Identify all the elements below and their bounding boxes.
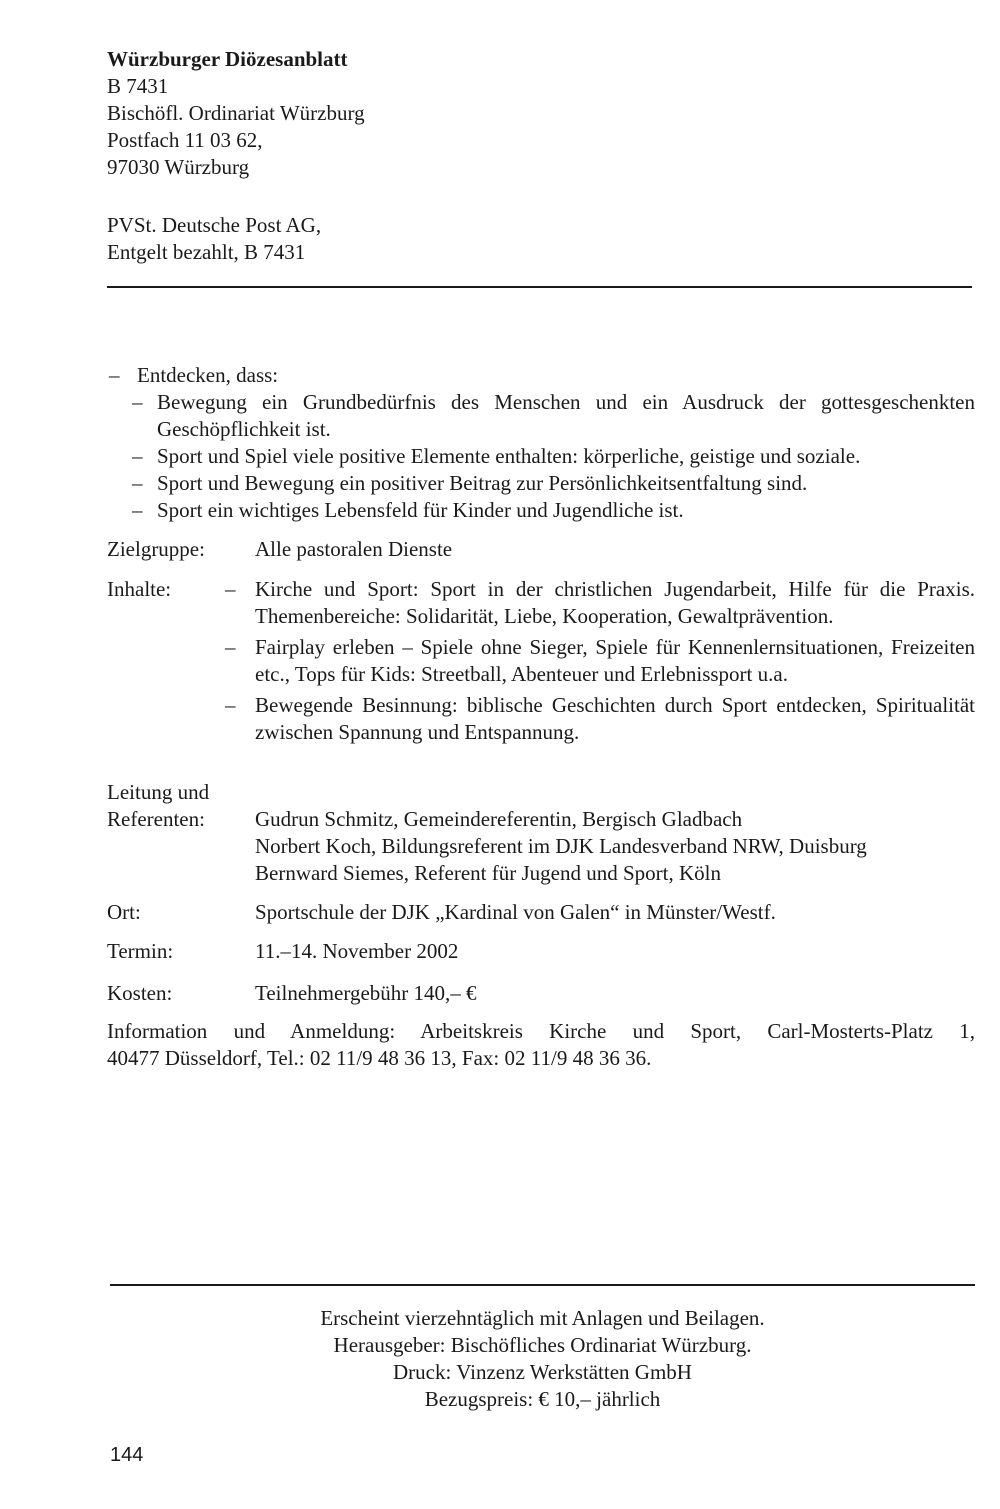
ort-value: Sportschule der DJK „Kardinal von Galen“ in Münster/Westf. <box>255 900 776 924</box>
referent-entry: Gudrun Schmitz, Gemeindereferentin, Bergisch Gladbach <box>255 807 743 831</box>
dash-marker: – <box>225 577 236 601</box>
header-line: 97030 Würzburg <box>107 155 250 179</box>
header-line: Bischöfl. Ordinariat Würzburg <box>107 101 365 125</box>
inhalte-item <box>225 634 975 688</box>
ort-label: Ort: <box>107 900 141 924</box>
kosten-row <box>107 980 975 1008</box>
header-line: B 7431 <box>107 74 169 98</box>
dash-marker: – <box>109 363 120 387</box>
header-line: Postfach 11 03 62, <box>107 128 263 152</box>
divider-bottom <box>110 1284 975 1286</box>
intro-item-text: Sport und Spiel viele positive Elemente enthalten: körperliche, geistige und soziale. <box>157 444 861 468</box>
dash-marker: – <box>225 635 236 659</box>
dash-marker: – <box>132 471 143 495</box>
info-line: 40477 Düsseldorf, Tel.: 02 11/9 48 36 13, Fax: 02 11/9 48 36 36. <box>107 1046 652 1070</box>
intro-item <box>107 470 975 497</box>
inhalte-item <box>225 576 975 630</box>
leitung-row <box>107 779 975 889</box>
intro-item <box>107 497 975 524</box>
referenten-list <box>255 806 975 887</box>
kosten-value: Teilnehmergebühr 140,– € <box>255 981 477 1005</box>
intro-item-text: Bewegung ein Grundbedürfnis des Menschen und ein Ausdruck der gottesgeschenkten Geschöpflichkeit ist. <box>157 390 975 441</box>
termin-value: 11.–14. November 2002 <box>255 939 459 963</box>
footer-line: Herausgeber: Bischöfliches Ordinariat Würzburg. <box>333 1333 752 1357</box>
zielgruppe-row <box>107 536 975 564</box>
postal-note <box>107 212 807 266</box>
postal-line: Entgelt bezahlt, B 7431 <box>107 240 306 264</box>
imprint-footer <box>110 1305 975 1413</box>
info-block <box>107 1018 975 1072</box>
footer-line: Erscheint vierzehntäglich mit Anlagen und Beilagen. <box>320 1306 765 1330</box>
intro-item <box>107 389 975 443</box>
referent-entry: Bernward Siemes, Referent für Jugend und Sport, Köln <box>255 861 721 885</box>
intro-item <box>107 443 975 470</box>
dash-marker: – <box>132 498 143 522</box>
inhalte-item <box>225 692 975 746</box>
referent-entry: Norbert Koch, Bildungsreferent im DJK Landesverband NRW, Duisburg <box>255 834 867 858</box>
inhalte-row <box>107 576 975 766</box>
leitung-label-line: Leitung und <box>107 780 210 804</box>
leitung-label-line: Referenten: <box>107 807 205 831</box>
inhalte-item-text: Fairplay erleben – Spiele ohne Sieger, Spiele für Kennenlernsituationen, Freizeiten etc., Tops für Kids: Streetball, Abenteuer und Erlebnissport u.a. <box>255 635 975 686</box>
kosten-label: Kosten: <box>107 981 173 1005</box>
termin-row <box>107 938 975 966</box>
footer-line: Bezugspreis: € 10,– jährlich <box>424 1387 661 1411</box>
zielgruppe-label: Zielgruppe: <box>107 537 205 561</box>
ort-row <box>107 899 975 927</box>
publication-title: Würzburger Diözesanblatt <box>107 47 348 71</box>
intro-item-text: Sport und Bewegung ein positiver Beitrag zur Persönlichkeitsentfaltung sind. <box>157 471 808 495</box>
inhalte-item-text: Bewegende Besinnung: biblische Geschichten durch Sport entdecken, Spiritualität zwischen Spannung und Entspannung. <box>255 693 975 744</box>
dash-marker: – <box>225 693 236 717</box>
inhalte-label: Inhalte: <box>107 577 172 601</box>
intro-lead-text: Entdecken, dass: <box>137 363 279 387</box>
postal-line: PVSt. Deutsche Post AG, <box>107 213 322 237</box>
intro-lead <box>107 362 975 389</box>
termin-label: Termin: <box>107 939 174 963</box>
dash-marker: – <box>132 390 143 414</box>
dash-marker: – <box>132 444 143 468</box>
divider-top <box>107 286 972 288</box>
publication-header <box>107 46 807 181</box>
info-line: Information und Anmeldung: Arbeitskreis Kirche und Sport, Carl-Mosterts-Platz 1, <box>107 1019 975 1043</box>
inhalte-list <box>225 576 975 750</box>
intro-list <box>107 362 975 524</box>
page-number: 144 <box>110 1444 144 1466</box>
footer-line: Druck: Vinzenz Werkstätten GmbH <box>393 1360 692 1384</box>
inhalte-item-text: Kirche und Sport: Sport in der christlichen Jugendarbeit, Hilfe für die Praxis. Themenbereiche: Solidarität, Liebe, Kooperation, Gewaltprävention. <box>255 577 975 628</box>
leitung-label <box>107 779 252 833</box>
intro-item-text: Sport ein wichtiges Lebensfeld für Kinder und Jugendliche ist. <box>157 498 684 522</box>
zielgruppe-value: Alle pastoralen Dienste <box>255 537 453 561</box>
